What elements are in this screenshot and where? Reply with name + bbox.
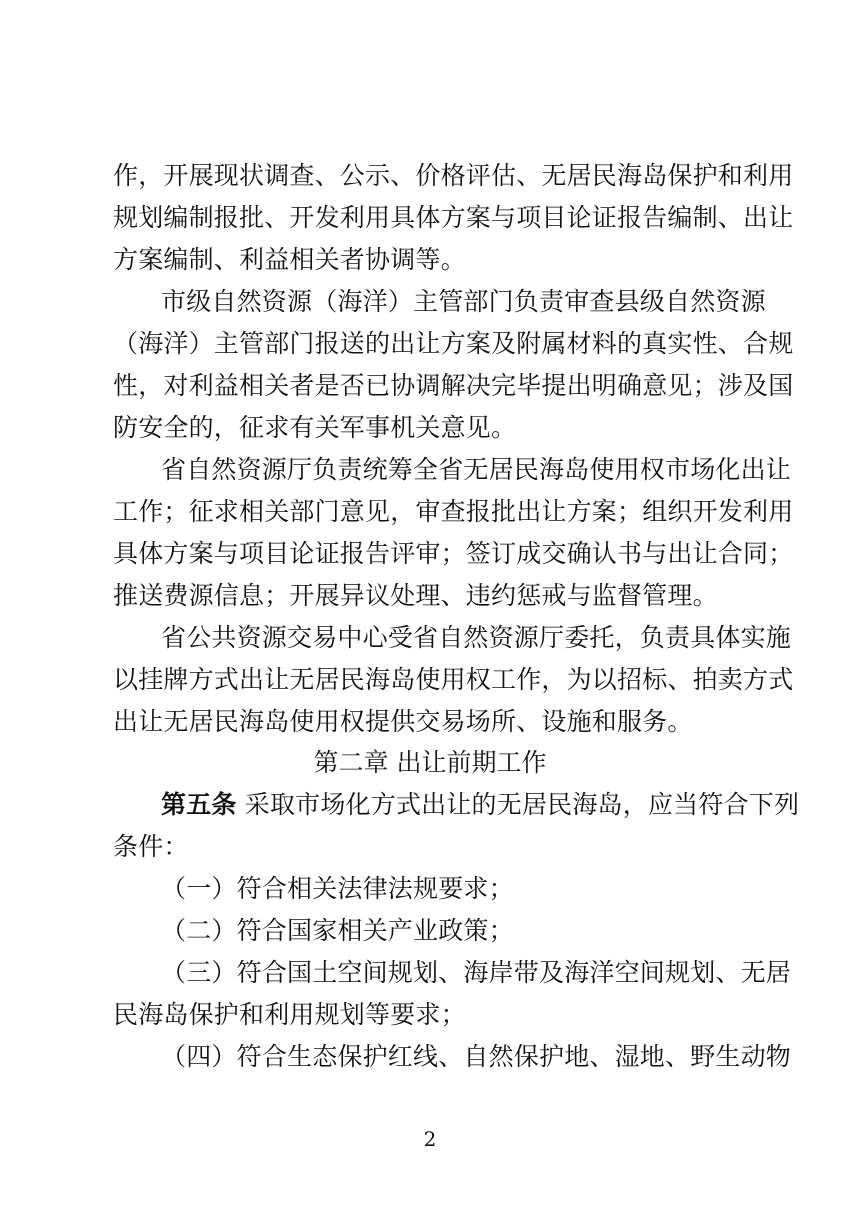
- condition-item: （二）符合国家相关产业政策；: [161, 916, 514, 945]
- body-line: 以挂牌方式出让无居民海岛使用权工作，为以招标、拍卖方式: [113, 665, 794, 694]
- body-line: 出让无居民海岛使用权提供交易场所、设施和服务。: [113, 707, 693, 736]
- article-text: 采取市场化方式出让的无居民海岛，应当符合下列: [236, 790, 800, 819]
- article-label: 第五条: [161, 790, 237, 819]
- body-line: （海洋）主管部门报送的出让方案及附属材料的真实性、合规: [113, 329, 794, 358]
- condition-item: （一）符合相关法律法规要求；: [161, 874, 514, 903]
- body-line: 作，开展现状调查、公示、价格评估、无居民海岛保护和利用: [113, 161, 794, 190]
- condition-item: （四）符合生态保护红线、自然保护地、湿地、野生动物: [161, 1042, 792, 1071]
- body-line: 方案编制、利益相关者协调等。: [113, 245, 466, 274]
- body-line: 市级自然资源（海洋）主管部门负责审查县级自然资源: [161, 287, 766, 316]
- article-text-continued: 条件：: [113, 832, 189, 861]
- condition-item-continued: 民海岛保护和利用规划等要求；: [113, 1000, 466, 1029]
- body-line: 性，对利益相关者是否已协调解决完毕提出明确意见；涉及国: [113, 371, 794, 400]
- body-line: 规划编制报批、开发利用具体方案与项目论证报告编制、出让: [113, 203, 794, 232]
- article-five-line: [161, 785, 799, 825]
- page-number: 2: [423, 1127, 437, 1151]
- body-line: 推送费源信息；开展异议处理、违约惩戒与监督管理。: [113, 581, 718, 610]
- chapter-heading: 第二章 出让前期工作: [313, 748, 547, 777]
- body-line: 工作；征求相关部门意见，审查报批出让方案；组织开发利用: [113, 497, 794, 526]
- condition-item: （三）符合国土空间规划、海岸带及海洋空间规划、无居: [161, 958, 792, 987]
- body-line: 省自然资源厅负责统筹全省无居民海岛使用权市场化出让: [161, 455, 792, 484]
- body-line: 防安全的，征求有关军事机关意见。: [113, 413, 517, 442]
- body-line: 省公共资源交易中心受省自然资源厅委托，负责具体实施: [161, 623, 792, 652]
- body-line: 具体方案与项目论证报告评审；签订成交确认书与出让合同；: [113, 539, 794, 568]
